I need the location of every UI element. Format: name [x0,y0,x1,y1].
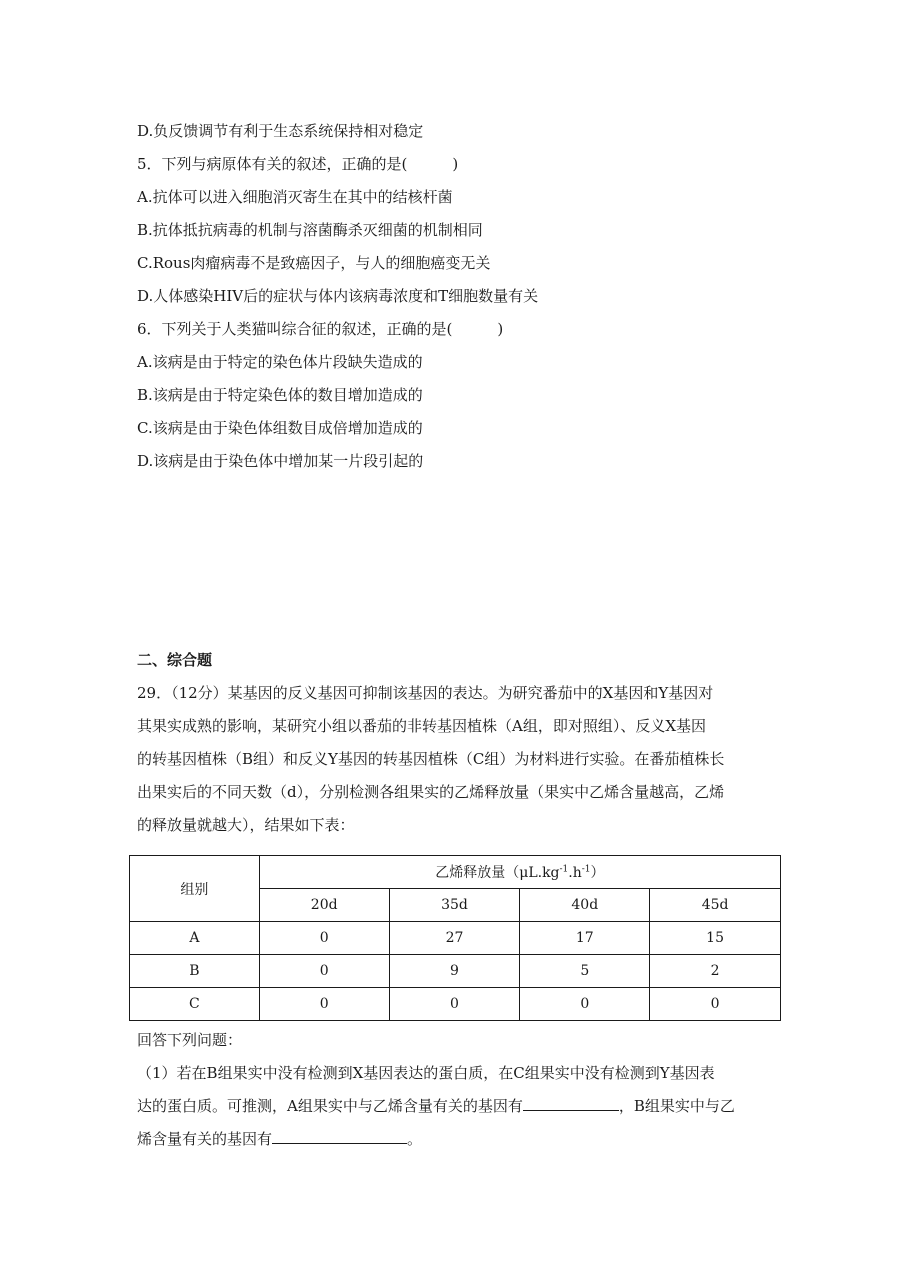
measure-sup: -1 [581,864,591,875]
cell-value: 0 [259,988,389,1021]
sub1-line1: （1）若在B组果实中没有检测到X基因表达的蛋白质，在C组果实中没有检测到Y基因表 [137,1064,715,1082]
cell-value: 15 [650,922,781,955]
header-day: 20d [259,889,389,922]
q5-option-c: C.Rous肉瘤病毒不是致癌因子，与人的细胞癌变无关 [137,254,491,272]
sub1-line3 [137,1129,777,1162]
cell-group: A [130,922,260,955]
cell-value: 5 [520,955,650,988]
q5-option-a: A.抗体可以进入细胞消灭寄生在其中的结核杆菌 [137,188,453,206]
cell-value: 0 [389,988,520,1021]
sub1-line3a: 烯含量有关的基因有 [137,1130,273,1148]
cell-value: 0 [259,922,389,955]
header-group: 组别 [130,856,260,922]
table-row [130,988,781,1021]
header-measure [259,856,780,889]
cell-value: 27 [389,922,520,955]
measure-suffix: ） [590,865,605,881]
cell-value: 9 [389,955,520,988]
header-day: 35d [389,889,520,922]
cell-group: C [130,988,260,1021]
sub1-line3b: 。 [407,1130,423,1148]
q29-sub1 [137,1063,777,1162]
q5-stem: 5．下列与病原体有关的叙述，正确的是( ) [137,155,459,173]
q6-option-a: A.该病是由于特定的染色体片段缺失造成的 [137,353,423,371]
cell-value: 17 [520,922,650,955]
q6-option-b: B.该病是由于特定染色体的数目增加造成的 [137,386,423,404]
measure-sup: -1 [559,864,569,875]
q29-intro [137,683,777,848]
q29-line: 出果实后的不同天数（d），分别检测各组果实的乙烯释放量（果实中乙烯含量越高，乙烯 [137,783,725,801]
q6-stem: 6．下列关于人类猫叫综合征的叙述，正确的是( ) [137,320,504,338]
cell-group: B [130,955,260,988]
q6-option-c: C.该病是由于染色体组数目成倍增加造成的 [137,419,423,437]
table-row [130,922,781,955]
q4-option-d: D.负反馈调节有利于生态系统保持相对稳定 [137,122,424,140]
cell-value: 0 [650,988,781,1021]
sub1-line2 [137,1096,777,1129]
q6-option-d: D.该病是由于染色体中增加某一片段引起的 [137,452,424,470]
measure-mid: .h [568,865,582,881]
header-day: 45d [650,889,781,922]
q29-line: 其果实成熟的影响，某研究小组以番茄的非转基因植株（A组，即对照组）、反义X基因 [137,717,707,735]
answer-blank-1[interactable] [523,1096,619,1111]
q29-line: 的转基因植株（B组）和反义Y基因的转基因植株（C组）为材料进行实验。在番茄植株长 [137,750,725,768]
cell-value: 2 [650,955,781,988]
cell-value: 0 [520,988,650,1021]
sub1-line2a: 达的蛋白质。可推测，A组果实中与乙烯含量有关的基因有 [137,1097,523,1115]
q5-option-d: D.人体感染HIV后的症状与体内该病毒浓度和T细胞数量有关 [137,287,539,305]
q5-option-b: B.抗体抵抗病毒的机制与溶菌酶杀灭细菌的机制相同 [137,221,483,239]
ethylene-table [129,855,781,1021]
q29-line: 的释放量就越大），结果如下表： [137,816,355,834]
table-row [130,955,781,988]
answer-blank-2[interactable] [272,1129,407,1144]
cell-value: 0 [259,955,389,988]
section-heading: 二、综合题 [137,651,213,669]
sub1-line2b: ，B组果实中与乙 [618,1097,735,1115]
q29-prompt: 回答下列问题： [137,1031,243,1049]
header-day: 40d [520,889,650,922]
measure-prefix: 乙烯释放量（μL.kg [435,865,560,881]
q29-line: 29．（12分）某基因的反义基因可抑制该基因的表达。为研究番茄中的X基因和Y基因对 [137,684,714,702]
